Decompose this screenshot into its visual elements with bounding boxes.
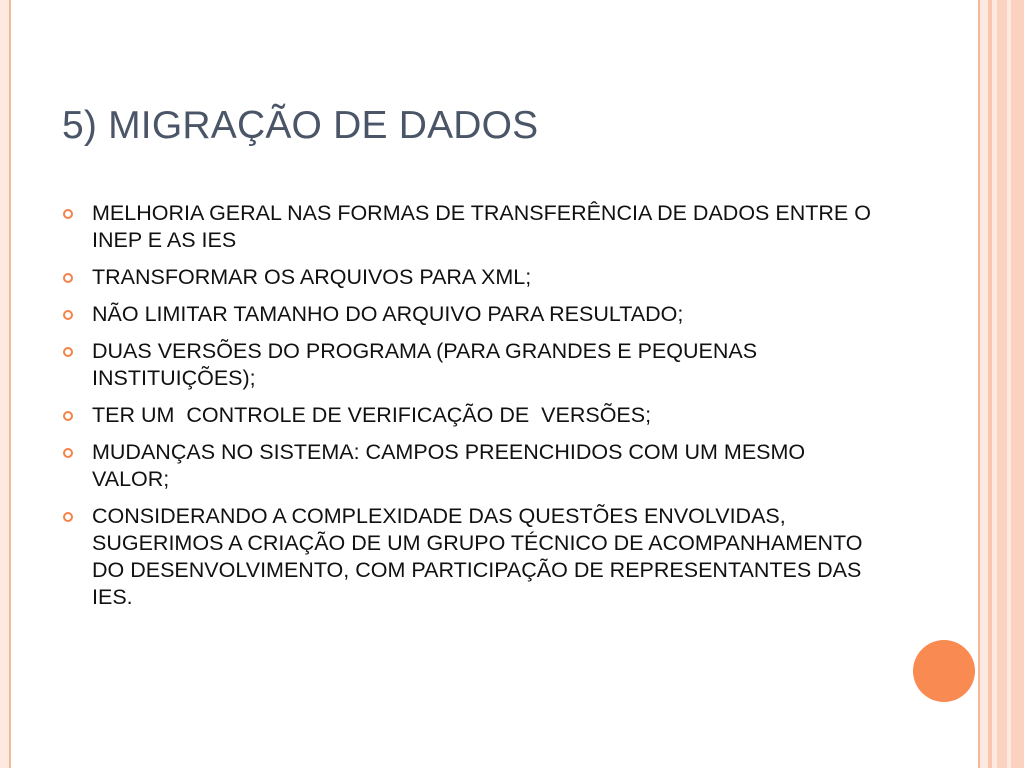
bullet-item <box>62 402 882 429</box>
bullet-item <box>62 200 882 254</box>
bullet-item <box>62 439 882 493</box>
left-decorative-border <box>0 0 11 768</box>
bullet-text: NÃO LIMITAR TAMANHO DO ARQUIVO PARA RESULTADO; <box>92 302 684 326</box>
bullet-text: TRANSFORMAR OS ARQUIVOS PARA XML; <box>92 265 532 289</box>
bullet-icon <box>63 448 73 458</box>
bullet-text: MELHORIA GERAL NAS FORMAS DE TRANSFERÊNCIA DE DADOS ENTRE O INEP E AS IES <box>92 201 871 252</box>
bullet-text: CONSIDERANDO A COMPLEXIDADE DAS QUESTÕES ENVOLVIDAS, SUGERIMOS A CRIAÇÃO DE UM GRUPO TÉCNICO DE ACOMPANHAMENTO DO DESENVOLVIMENTO, COM PARTICIPAÇÃO DE REPRESENTANTES DAS IES. <box>92 504 863 609</box>
bullet-text: TER UM CONTROLE DE VERIFICAÇÃO DE VERSÕES; <box>92 403 652 427</box>
bullet-icon <box>63 347 73 357</box>
bullet-icon <box>63 411 73 421</box>
bullet-item <box>62 301 882 328</box>
bullet-text: MUDANÇAS NO SISTEMA: CAMPOS PREENCHIDOS COM UM MESMO VALOR; <box>92 440 806 491</box>
bullet-text: DUAS VERSÕES DO PROGRAMA (PARA GRANDES E PEQUENAS INSTITUIÇÕES); <box>92 339 758 390</box>
bullet-icon <box>63 273 73 283</box>
right-decorative-stripes <box>978 0 1024 768</box>
slide-title: 5) MIGRAÇÃO DE DADOS <box>62 104 539 147</box>
bullet-icon <box>63 310 73 320</box>
bullet-item <box>62 503 882 611</box>
bullet-icon <box>63 512 73 522</box>
bullet-item <box>62 264 882 291</box>
orange-circle-icon <box>913 640 975 702</box>
bullet-item <box>62 338 882 392</box>
bullet-list <box>62 200 882 621</box>
bullet-icon <box>63 209 73 219</box>
